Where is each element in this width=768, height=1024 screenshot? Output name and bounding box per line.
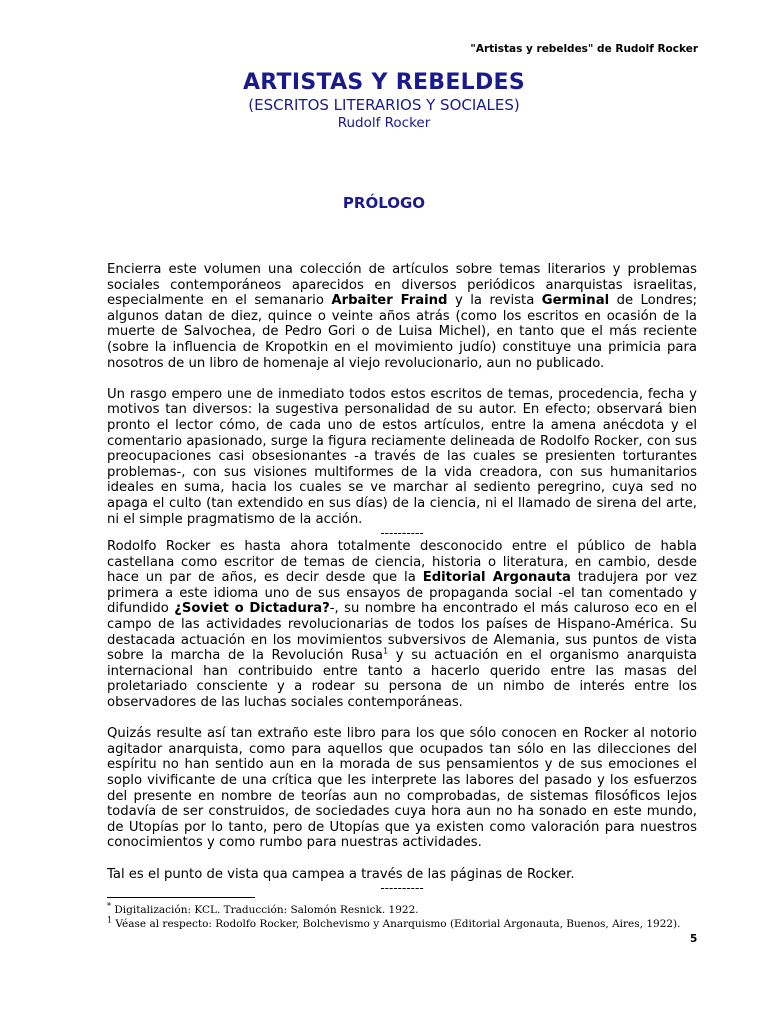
text-run: y su actuación en el organismo anarquista internacional han contribuido entre tanto a hacerlo querido entre las masas del proletariado consciente y a rodear su persona de un nimbo de interés entre los observadores de las luchas sociales contemporáneas. [107,648,697,711]
separator: ---------- [380,526,424,541]
emphasis-germinal: Germinal [541,293,610,309]
footnote-mark: 1 [107,915,113,925]
footnote-rule [107,897,255,898]
text-run: de Londres; algunos datan de diez, quince o veinte años atrás (como los escritos en ocasión de la muerte de Salvochea, de Pedro Gori o de Luisa Michel), en tanto que el más reciente (sobre la influencia de Kropotkin en el movimiento judío) constituye una primicia para nosotros de un libro de homenaje al viejo revolucionario, aun no publicado. [107,293,698,371]
text-run: -, su nombre ha encontrado el más caluroso eco en el campo de las actividades revolucionarias de todos los países de Hispano-América. Su destacada actuación en los movimientos subversivos de Alemania, sus puntos de vista sobre la marcha de la Revolución Rusa [107,601,698,664]
separator: ---------- [380,881,424,896]
emphasis-editorial-argonauta: Editorial Argonauta [422,570,571,586]
text-run: Rodolfo Rocker es hasta ahora totalmente desconocido entre el público de habla castellana como escritor de temas de ciencia, historia o literatura, en cambio, desde hace un par de años, es decir desde que la [107,539,697,586]
book-title: ARTISTAS Y REBELDES [242,70,526,95]
section-heading: PRÓLOGO [342,194,426,212]
text-run: y la revista [447,293,542,309]
book-author: Rudolf Rocker [337,115,431,131]
text-run: tradujera por vez primera a este idioma uno de sus ensayos de propaganda social -el tan comentado y difundido [107,570,697,617]
paragraph-4: Quizás resulte así tan extraño este libro para los que sólo conocen en Rocker al notorio agitador anarquista, como para aquellos que ocupados tan sólo en las dilecciones del espíritu no han sentido aun en la morada de sus pensamientos y de sus emociones el soplo vivificante de una crítica que les interprete las labores del pasado y los esfuerzos del presente en nombre de teorías aun no comprobadas, de sistemas filosóficos lejos todavía de ser construidos, de sociedades cuya hora aun no ha sonado en este mundo, de Utopías por lo tanto, pero de Utopías que ya existen como valoración para nuestros conocimientos y como rumbo para nuestras actividades. [107,726,697,851]
book-subtitle: (ESCRITOS LITERARIOS Y SOCIALES) [248,96,520,114]
emphasis-soviet-o-dictadura: ¿Soviet o Dictadura? [174,601,330,617]
footnote-text: Véase al respecto: Rodolfo Rocker, Bolchevismo y Anarquismo (Editorial Argonauta, Buenos, Aires, 1922). [112,918,681,930]
footnote-text: Digitalización: KCL. Traducción: Salomón Resnick. 1922. [111,904,419,916]
page-number: 5 [690,933,698,945]
footnote-mark: * [107,901,111,911]
footnotes [107,903,707,931]
paragraph-2: Un rasgo empero une de inmediato todos estos escritos de temas, procedencia, fecha y motivos tan diversos: la sugestiva personalidad de su autor. En efecto; observará bien pronto el lector cómo, de cada uno de estos artículos, entre la amena anécdota y el comentario apasionado, surge la figura reciamente delineada de Rodolfo Rocker, con sus preocupaciones casi obsesionantes -a través de las cuales se presienten torturantes problemas-, con sus visiones multiformes de la vida creadora, con sus humanitarios ideales en suma, hacia los cuales se ve marchar al sediento peregrino, cuya sed no apaga el culto (tan extendido en sus días) de la ciencia, ni el llamado de sirena del arte, ni el simple pragmatismo de la acción. [107,386,697,527]
emphasis-arbaiter-fraind: Arbaiter Fraind [331,293,448,309]
paragraph-3 [107,539,697,711]
footnote-1 [107,917,707,931]
footnote-star [107,903,707,917]
footnote-ref-1[interactable]: 1 [383,646,389,656]
paragraph-1 [107,262,697,371]
paragraph-5: Tal es el punto de vista qua campea a través de las páginas de Rocker. [107,866,575,882]
running-head: "Artistas y rebeldes" de Rudolf Rocker [470,43,698,55]
body-text [107,262,697,894]
text-run: Encierra este volumen una colección de artículos sobre temas literarios y problemas sociales contemporáneos aparecidos en diversos periódicos anarquistas israelitas, especialmente en el semanario [107,262,697,309]
